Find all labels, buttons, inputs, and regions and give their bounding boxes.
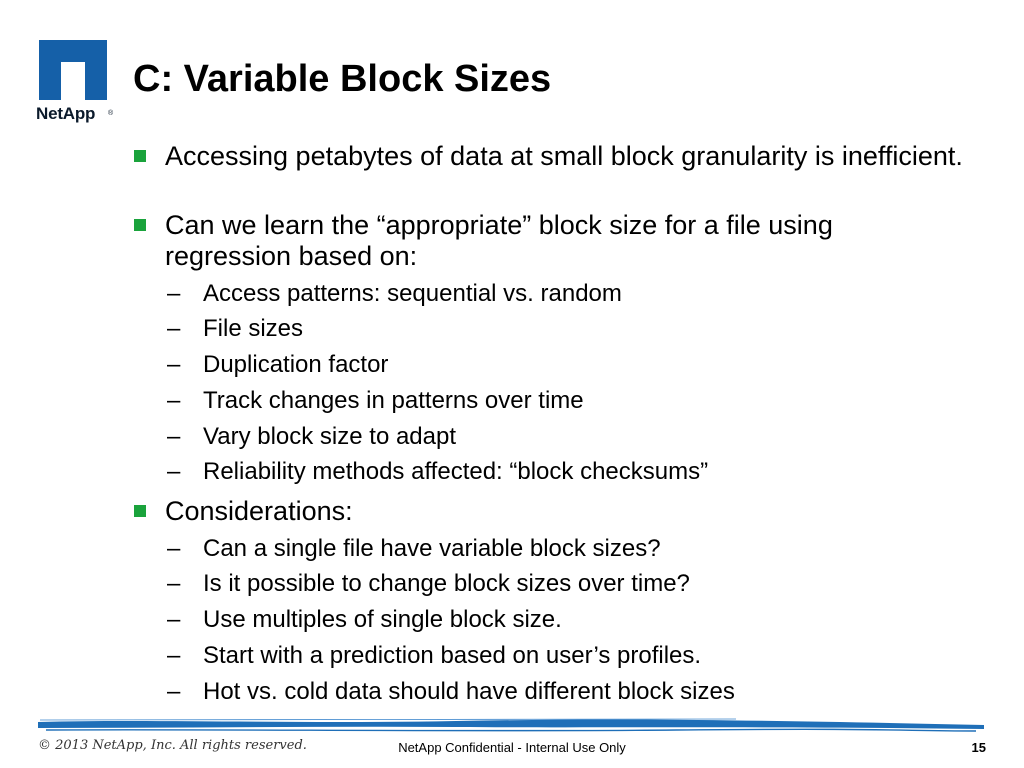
sub-item: Vary block size to adapt — [203, 423, 457, 450]
sub-item: Start with a prediction based on user’s profiles. — [203, 642, 702, 669]
dash-marker: – — [167, 535, 181, 562]
bullet-square-icon — [134, 150, 146, 162]
dash-marker: – — [167, 423, 181, 450]
sub-item: Track changes in patterns over time — [203, 387, 584, 414]
sub-item: Hot vs. cold data should have different block sizes — [203, 678, 735, 705]
bullet-item: Can we learn the “appropriate” block size for a file using regression based on: — [165, 210, 833, 271]
footer-divider — [36, 716, 986, 738]
logo-wordmark: NetApp — [36, 104, 96, 123]
sub-item: Use multiples of single block size. — [203, 606, 562, 633]
sub-item: Is it possible to change block sizes over time? — [203, 570, 690, 597]
dash-marker: – — [167, 351, 181, 378]
registered-mark: ® — [108, 110, 114, 117]
bullet-square-icon — [134, 219, 146, 231]
bullet-item: Considerations: — [165, 496, 353, 526]
dash-marker: – — [167, 280, 181, 307]
sub-item: Duplication factor — [203, 351, 389, 378]
dash-marker: – — [167, 570, 181, 597]
confidentiality-notice: NetApp Confidential - Internal Use Only — [398, 740, 626, 755]
page-number: 15 — [971, 740, 986, 755]
copyright-notice: © 2013 NetApp, Inc. All rights reserved. — [38, 738, 307, 753]
sub-item: Can a single file have variable block sizes? — [203, 535, 661, 562]
bullet-item: Accessing petabytes of data at small block granularity is inefficient. — [165, 141, 963, 171]
bullet-square-icon — [134, 505, 146, 517]
sub-item: Reliability methods affected: “block checksums” — [203, 458, 709, 485]
dash-marker: – — [167, 458, 181, 485]
dash-marker: – — [167, 606, 181, 633]
dash-marker: – — [167, 642, 181, 669]
dash-marker: – — [167, 678, 181, 705]
dash-marker: – — [167, 315, 181, 342]
sub-item: File sizes — [203, 315, 304, 342]
dash-marker: – — [167, 387, 181, 414]
sub-item: Access patterns: sequential vs. random — [203, 280, 622, 307]
slide-title: C: Variable Block Sizes — [133, 58, 552, 100]
